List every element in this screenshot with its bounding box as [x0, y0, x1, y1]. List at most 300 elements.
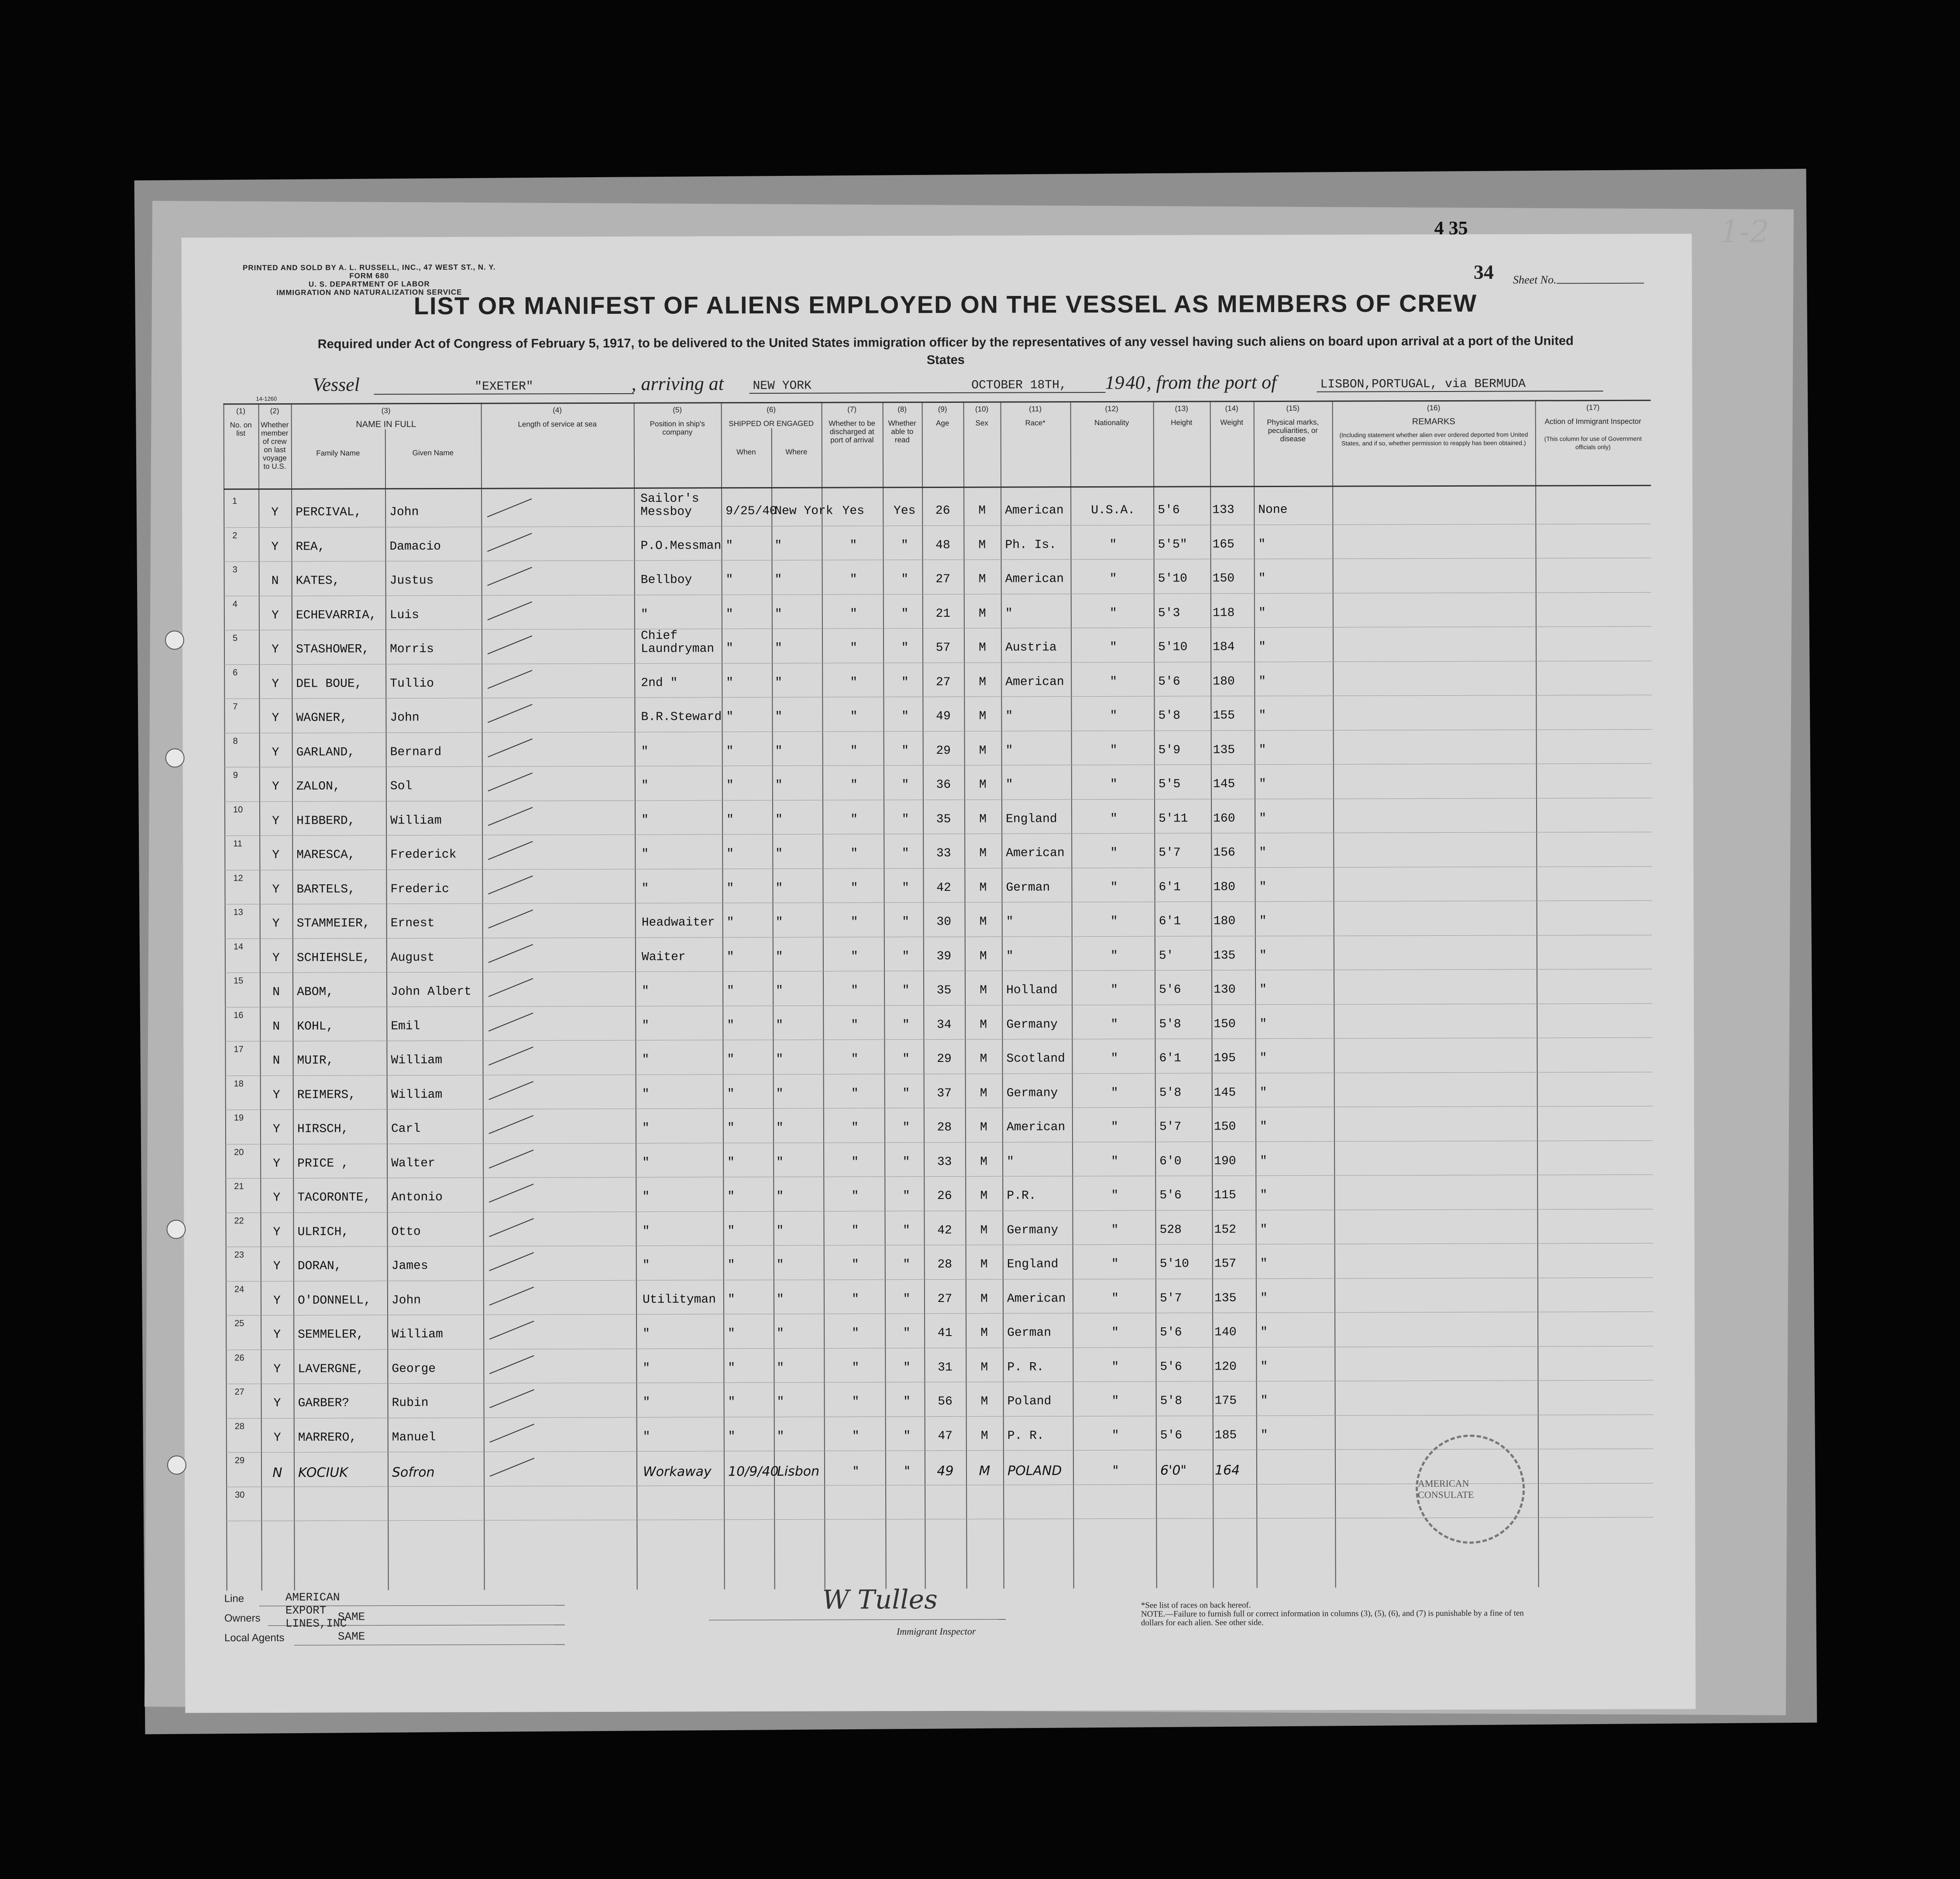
- cell-marks: ": [1258, 606, 1266, 620]
- column-header: SHIPPED OR ENGAGED: [729, 419, 814, 428]
- column-rule: [822, 402, 825, 1589]
- cell-position: ": [642, 1156, 650, 1170]
- cell-when: ": [727, 1121, 735, 1135]
- cell-where: ": [774, 607, 782, 621]
- row-number: 20: [234, 1147, 244, 1157]
- cell-family: DEL BOUE,: [296, 677, 362, 691]
- cell-read: ": [903, 1360, 911, 1374]
- cell-age: 49: [937, 1463, 954, 1479]
- cell-nat: ": [1111, 1120, 1118, 1134]
- cell-nat: ": [1111, 1360, 1119, 1374]
- cell-family: REIMERS,: [297, 1088, 356, 1102]
- row-rule: [225, 900, 1652, 905]
- sheet-number-label: Sheet No.: [1513, 273, 1557, 286]
- cell-weight: 165: [1212, 537, 1234, 551]
- cell-sex: M: [978, 572, 986, 586]
- cell-sex: M: [979, 744, 987, 758]
- column-number: (15): [1286, 404, 1300, 412]
- cell-given: William: [392, 1327, 443, 1342]
- cell-crew: Y: [271, 505, 279, 519]
- consulate-stamp: [1416, 1434, 1525, 1544]
- cell-disch: ": [851, 1018, 859, 1032]
- column-header: NAME IN FULL: [356, 419, 416, 429]
- cell-where: ": [775, 847, 783, 861]
- cell-given: William: [390, 814, 442, 828]
- column-rule: [634, 402, 638, 1590]
- cell-crew: Y: [272, 642, 279, 656]
- cell-crew: Y: [272, 848, 280, 862]
- cell-disch: ": [850, 812, 858, 827]
- cell-crew: Y: [273, 1396, 281, 1410]
- cell-sex: M: [980, 1223, 988, 1237]
- cell-age: 27: [935, 572, 950, 587]
- cell-disch: ": [851, 1052, 859, 1066]
- cell-age: 29: [936, 744, 951, 758]
- cell-family: HIRSCH,: [297, 1122, 349, 1136]
- cell-read: ": [901, 675, 909, 689]
- cell-marks: ": [1259, 1085, 1267, 1099]
- cell-height: 5'6: [1159, 983, 1181, 997]
- cell-height: 5'6: [1160, 1429, 1183, 1443]
- arrival-date: OCTOBER 18TH,: [932, 378, 1105, 393]
- cell-where: ": [776, 984, 783, 998]
- cell-nat: ": [1111, 1394, 1119, 1408]
- length-of-service-mark: [487, 498, 532, 517]
- cell-sex: M: [980, 1120, 987, 1134]
- document-title: LIST OR MANIFEST OF ALIENS EMPLOYED ON THE VESSEL AS MEMBERS OF CREW: [413, 289, 1478, 320]
- inspector-label: Immigrant Inspector: [896, 1625, 976, 1637]
- cell-when: ": [726, 881, 734, 895]
- cell-when: ": [728, 1429, 736, 1443]
- cell-marks: ": [1260, 1257, 1268, 1271]
- cell-age: 33: [936, 846, 951, 861]
- cell-nat: ": [1111, 1086, 1118, 1100]
- cell-race: P.R.: [1007, 1189, 1036, 1203]
- cell-weight: 130: [1214, 983, 1236, 997]
- cell-disch: ": [853, 1463, 859, 1479]
- row-number: 5: [232, 633, 238, 643]
- cell-marks: ": [1259, 777, 1266, 791]
- cell-where: ": [775, 950, 783, 964]
- row-rule: [224, 695, 1651, 699]
- cell-position: ": [642, 1053, 650, 1067]
- cell-age: 30: [936, 915, 952, 929]
- cell-when: ": [726, 950, 734, 964]
- cell-where: ": [776, 1018, 784, 1032]
- cell-disch: ": [850, 710, 858, 724]
- column-number: (9): [938, 405, 947, 413]
- cell-age: 47: [938, 1429, 953, 1443]
- inspector-signature: W Tulles: [822, 1584, 938, 1615]
- cell-position: Waiter: [641, 950, 686, 964]
- cell-weight: 140: [1214, 1326, 1237, 1340]
- cell-age: 57: [935, 641, 951, 655]
- cell-weight: 184: [1213, 640, 1235, 654]
- cell-nat: ": [1110, 949, 1118, 963]
- cell-position: Chief Laundryman: [640, 629, 715, 656]
- cell-race: England: [1006, 812, 1057, 826]
- cell-where: ": [774, 539, 782, 553]
- column-header: Whether able to read: [888, 419, 916, 444]
- cell-marks: ": [1259, 948, 1267, 962]
- cell-disch: Yes: [842, 504, 864, 518]
- cell-where: ": [775, 744, 783, 758]
- cell-race: Austria: [1005, 641, 1057, 655]
- cell-weight: 155: [1213, 709, 1235, 723]
- cell-nat: ": [1111, 1326, 1119, 1340]
- cell-position: ": [642, 1258, 650, 1272]
- cell-family: SCHIEHSLE,: [296, 951, 370, 965]
- vessel-label: Vessel: [313, 374, 360, 395]
- cell-disch: ": [850, 641, 857, 655]
- cell-crew: Y: [273, 1294, 281, 1308]
- cell-height: 5'6: [1160, 1360, 1182, 1374]
- cell-when: ": [727, 1053, 735, 1067]
- cell-when: ": [727, 1224, 735, 1238]
- cell-weight: 115: [1214, 1189, 1236, 1202]
- cell-weight: 180: [1213, 674, 1235, 688]
- cell-given: Carl: [391, 1122, 421, 1136]
- cell-disch: ": [850, 778, 858, 792]
- cell-nat: ": [1110, 846, 1118, 860]
- column-number: (14): [1225, 404, 1238, 413]
- length-of-service-mark: [488, 635, 533, 654]
- cell-height: 528: [1159, 1223, 1182, 1237]
- cell-position: ": [642, 1019, 650, 1033]
- cell-family: SEMMELER,: [298, 1328, 364, 1342]
- column-subheader: Family Name: [316, 449, 360, 457]
- length-of-service-mark: [489, 1286, 534, 1305]
- cell-race: American: [1005, 675, 1064, 689]
- cell-family: BARTELS,: [296, 882, 355, 897]
- column-header: Action of Immigrant Inspector: [1544, 417, 1641, 426]
- column-header: Race*: [1025, 419, 1045, 427]
- cell-disch: ": [852, 1395, 860, 1409]
- cell-nat: ": [1111, 1429, 1119, 1443]
- cell-weight: 145: [1214, 1085, 1236, 1099]
- cell-race: Germany: [1006, 1086, 1058, 1100]
- cell-disch: ": [851, 1189, 859, 1203]
- cell-age: 26: [935, 504, 950, 518]
- row-rule: [225, 1140, 1653, 1144]
- column-subheader: When: [736, 448, 756, 457]
- row-number: 24: [234, 1284, 244, 1294]
- column-number: (7): [847, 405, 857, 414]
- row-number: 8: [233, 736, 238, 746]
- cell-read: ": [902, 1155, 910, 1169]
- column-rule: [385, 429, 389, 1590]
- cell-age: 21: [935, 607, 951, 621]
- cell-where: ": [777, 1326, 784, 1340]
- cell-age: 27: [937, 1292, 952, 1306]
- cell-read: ": [903, 1223, 910, 1237]
- cell-weight: 150: [1212, 572, 1235, 586]
- cell-read: ": [903, 1258, 911, 1272]
- cell-height: 5'6: [1160, 1326, 1182, 1340]
- cell-crew: Y: [273, 1362, 281, 1376]
- cell-given: John: [391, 1293, 421, 1307]
- column-header: Whether to be discharged at port of arrival: [829, 419, 876, 444]
- cell-where: ": [775, 778, 783, 792]
- cell-given: Rubin: [392, 1396, 429, 1410]
- cell-sex: M: [979, 812, 987, 826]
- cell-position: ": [642, 984, 649, 998]
- cell-given: Frederic: [390, 882, 449, 896]
- cell-marks: ": [1260, 1154, 1267, 1168]
- cell-family: ABOM,: [297, 985, 334, 999]
- cell-position: ": [641, 813, 649, 827]
- cell-marks: ": [1260, 1428, 1268, 1442]
- cell-crew: Y: [273, 1431, 281, 1445]
- column-header: Position in ship's company: [650, 419, 705, 436]
- cell-family: MARESCA,: [296, 848, 355, 862]
- cell-given: Emil: [391, 1019, 420, 1033]
- cell-disch: ": [852, 1292, 859, 1306]
- cell-family: HIBBERD,: [296, 814, 355, 828]
- row-number: 30: [235, 1490, 245, 1500]
- column-number: (11): [1029, 405, 1042, 413]
- cell-sex: M: [979, 949, 987, 963]
- row-rule: [225, 1003, 1652, 1007]
- cell-family: DORAN,: [297, 1259, 342, 1273]
- cell-weight: 190: [1214, 1154, 1236, 1168]
- cell-crew: Y: [272, 917, 280, 931]
- form-code: 14-1260: [256, 395, 277, 402]
- row-number: 25: [234, 1319, 244, 1329]
- row-number: 17: [234, 1044, 244, 1055]
- cell-crew: N: [272, 985, 280, 999]
- cell-disch: ": [850, 881, 858, 895]
- length-of-service-mark: [489, 1389, 534, 1408]
- cell-given: Walter: [391, 1156, 436, 1170]
- cell-read: ": [902, 984, 910, 998]
- cell-when: ": [726, 642, 733, 656]
- cell-given: Sofron: [392, 1465, 435, 1481]
- vessel-line: [313, 370, 1709, 399]
- cell-nat: ": [1111, 1189, 1119, 1202]
- cell-sex: M: [980, 1086, 987, 1100]
- cell-read: ": [901, 573, 909, 587]
- cell-nat: ": [1109, 606, 1117, 620]
- cell-position: ": [642, 1121, 650, 1135]
- cell-when: ": [727, 1087, 735, 1101]
- cell-race: German: [1007, 1326, 1052, 1340]
- length-of-service-mark: [488, 1081, 533, 1099]
- cell-given: Justus: [389, 574, 434, 588]
- row-rule: [225, 969, 1652, 973]
- cell-height: 5'11: [1159, 812, 1188, 826]
- length-of-service-mark: [489, 1321, 534, 1340]
- cell-where: ": [777, 1429, 784, 1443]
- row-rule: [224, 797, 1652, 802]
- cell-family: REA,: [296, 540, 325, 554]
- cell-given: August: [390, 951, 435, 965]
- cell-when: ": [726, 779, 734, 793]
- cell-given: Otto: [391, 1225, 421, 1239]
- cell-when: ": [726, 916, 734, 930]
- cell-read: ": [901, 744, 909, 758]
- cell-disch: ": [851, 1155, 859, 1169]
- row-rule: [224, 866, 1652, 870]
- cell-nat: ": [1111, 1257, 1119, 1271]
- cell-age: 35: [936, 812, 951, 826]
- cell-read: ": [903, 1395, 911, 1409]
- cell-marks: ": [1260, 1291, 1268, 1305]
- footnote-penalty: NOTE.—Failure to furnish full or correct information in columns (3), (5), (6), and (7) is punishable by a fine of ten dollars for each alien. See other side.: [1141, 1608, 1524, 1628]
- cell-nat: ": [1110, 640, 1117, 654]
- cell-race: ": [1006, 915, 1014, 929]
- row-number: 21: [234, 1182, 244, 1192]
- footnote: [1141, 1600, 1534, 1627]
- cell-nat: ": [1110, 743, 1118, 757]
- row-number: 15: [234, 976, 244, 986]
- cell-position: ": [643, 1327, 650, 1341]
- cell-crew: Y: [272, 814, 280, 828]
- cell-marks: ": [1259, 880, 1267, 894]
- cell-read: ": [902, 915, 910, 929]
- cell-where: ": [776, 1189, 784, 1203]
- cell-marks: ": [1260, 1326, 1268, 1340]
- row-rule: [224, 485, 1651, 490]
- column-number: (5): [673, 405, 682, 414]
- cell-when: ": [726, 539, 733, 553]
- cell-height: 5'7: [1159, 1120, 1182, 1134]
- cell-nat: U.S.A.: [1091, 503, 1135, 518]
- cell-family: KOHL,: [297, 1020, 334, 1034]
- cell-race: American: [1005, 572, 1064, 586]
- cell-sex: M: [980, 1395, 988, 1408]
- cell-marks: ": [1259, 1120, 1267, 1134]
- cell-sex: M: [980, 1292, 988, 1306]
- cell-weight: 150: [1214, 1120, 1236, 1134]
- row-number: 4: [232, 599, 237, 609]
- column-header: Nationality: [1094, 418, 1129, 427]
- cell-where: ": [776, 1292, 784, 1306]
- cell-height: 5'10: [1159, 1257, 1190, 1271]
- row-number: 7: [233, 702, 238, 712]
- cell-when: ": [727, 1258, 735, 1272]
- cell-height: 5'6: [1159, 1189, 1182, 1202]
- cell-crew: Y: [273, 1328, 281, 1342]
- cell-position: ": [642, 1190, 650, 1204]
- cell-weight: 164: [1214, 1463, 1240, 1478]
- length-of-service-mark: [488, 978, 533, 997]
- cell-family: WAGNER,: [296, 711, 348, 725]
- length-of-service-mark: [488, 670, 533, 688]
- cell-race: American: [1006, 1120, 1066, 1134]
- line-value: AMERICAN EXPORT LINES,INC: [285, 1590, 347, 1630]
- cell-marks: ": [1260, 1223, 1268, 1237]
- row-rule: [225, 1209, 1653, 1213]
- cell-disch: ": [852, 1429, 860, 1443]
- cell-read: ": [902, 1052, 910, 1066]
- cell-given: Tullio: [390, 677, 434, 690]
- cell-race: Holland: [1006, 983, 1058, 997]
- cell-age: 36: [936, 778, 951, 792]
- column-subheader: (This column for use of Government officials only): [1544, 435, 1642, 451]
- cell-position: Headwaiter: [641, 916, 715, 930]
- cell-height: 5'8: [1160, 1394, 1183, 1408]
- cell-age: 37: [937, 1086, 952, 1100]
- length-of-service-mark: [488, 841, 533, 860]
- column-subheader: Where: [785, 447, 808, 456]
- cell-sex: M: [979, 881, 987, 895]
- column-number: (2): [270, 406, 279, 416]
- cell-position: Workaway: [643, 1464, 712, 1480]
- binder-hole: [165, 749, 185, 768]
- cell-weight: 157: [1214, 1257, 1237, 1271]
- cell-given: Manuel: [392, 1430, 436, 1444]
- cell-age: 33: [937, 1155, 952, 1169]
- cell-weight: 135: [1213, 743, 1235, 757]
- cell-height: 5'6: [1158, 503, 1180, 517]
- cell-disch: ": [851, 1258, 859, 1272]
- cell-read: ": [901, 538, 908, 552]
- cell-read: ": [902, 881, 909, 895]
- cell-where: ": [776, 1258, 784, 1272]
- cell-where: ": [775, 881, 783, 895]
- cell-race: P. R.: [1007, 1360, 1044, 1374]
- row-rule: [225, 1037, 1652, 1042]
- cell-read: Yes: [893, 504, 916, 518]
- length-of-service-mark: [489, 1149, 534, 1168]
- cell-race: American: [1005, 504, 1064, 518]
- cell-read: ": [902, 949, 910, 963]
- printer-line: PRINTED AND SOLD BY A. L. RUSSELL, INC., 47 WEST ST., N. Y.: [243, 263, 496, 272]
- row-rule: [226, 1243, 1653, 1247]
- row-rule: [224, 729, 1652, 733]
- stamp-text: AMERICAN CONSULATE: [1418, 1477, 1474, 1501]
- cell-when: ": [726, 744, 734, 758]
- cell-given: Sol: [390, 780, 413, 794]
- row-number: 10: [233, 804, 243, 814]
- cell-height: 5'9: [1158, 743, 1181, 757]
- cell-age: 56: [938, 1395, 952, 1409]
- cell-given: John: [390, 711, 420, 725]
- cell-marks: None: [1258, 503, 1288, 517]
- cell-crew: Y: [272, 677, 279, 691]
- cell-position: ": [642, 1224, 650, 1238]
- column-rule: [771, 428, 775, 1589]
- column-rule: [224, 403, 227, 1590]
- cell-when: ": [728, 1361, 736, 1375]
- cell-nat: ": [1110, 675, 1118, 689]
- cell-age: 28: [937, 1257, 952, 1272]
- cell-when: ": [726, 573, 733, 587]
- column-number: (3): [381, 406, 391, 415]
- cell-family: KOCIUK: [298, 1465, 348, 1481]
- cell-nat: ": [1110, 812, 1118, 826]
- cell-crew: Y: [271, 608, 279, 622]
- cell-when: ": [726, 813, 734, 827]
- cell-family: MUIR,: [297, 1054, 334, 1068]
- cell-sex: M: [979, 915, 987, 929]
- cell-position: P.O.Messman: [640, 539, 722, 553]
- cell-age: 39: [936, 949, 952, 963]
- row-rule: [225, 934, 1652, 939]
- cell-height: 5'5": [1158, 538, 1187, 552]
- cell-family: PERCIVAL,: [296, 505, 362, 519]
- row-number: 1: [232, 496, 237, 506]
- column-header: REMARKS: [1412, 416, 1455, 427]
- cell-age: 35: [936, 983, 952, 998]
- cell-disch: ": [852, 1360, 860, 1375]
- length-of-service-mark: [489, 1423, 534, 1442]
- cell-where: ": [774, 573, 782, 587]
- cell-weight: 175: [1214, 1394, 1237, 1408]
- cell-disch: ": [852, 1326, 860, 1340]
- cell-where: ": [775, 641, 782, 655]
